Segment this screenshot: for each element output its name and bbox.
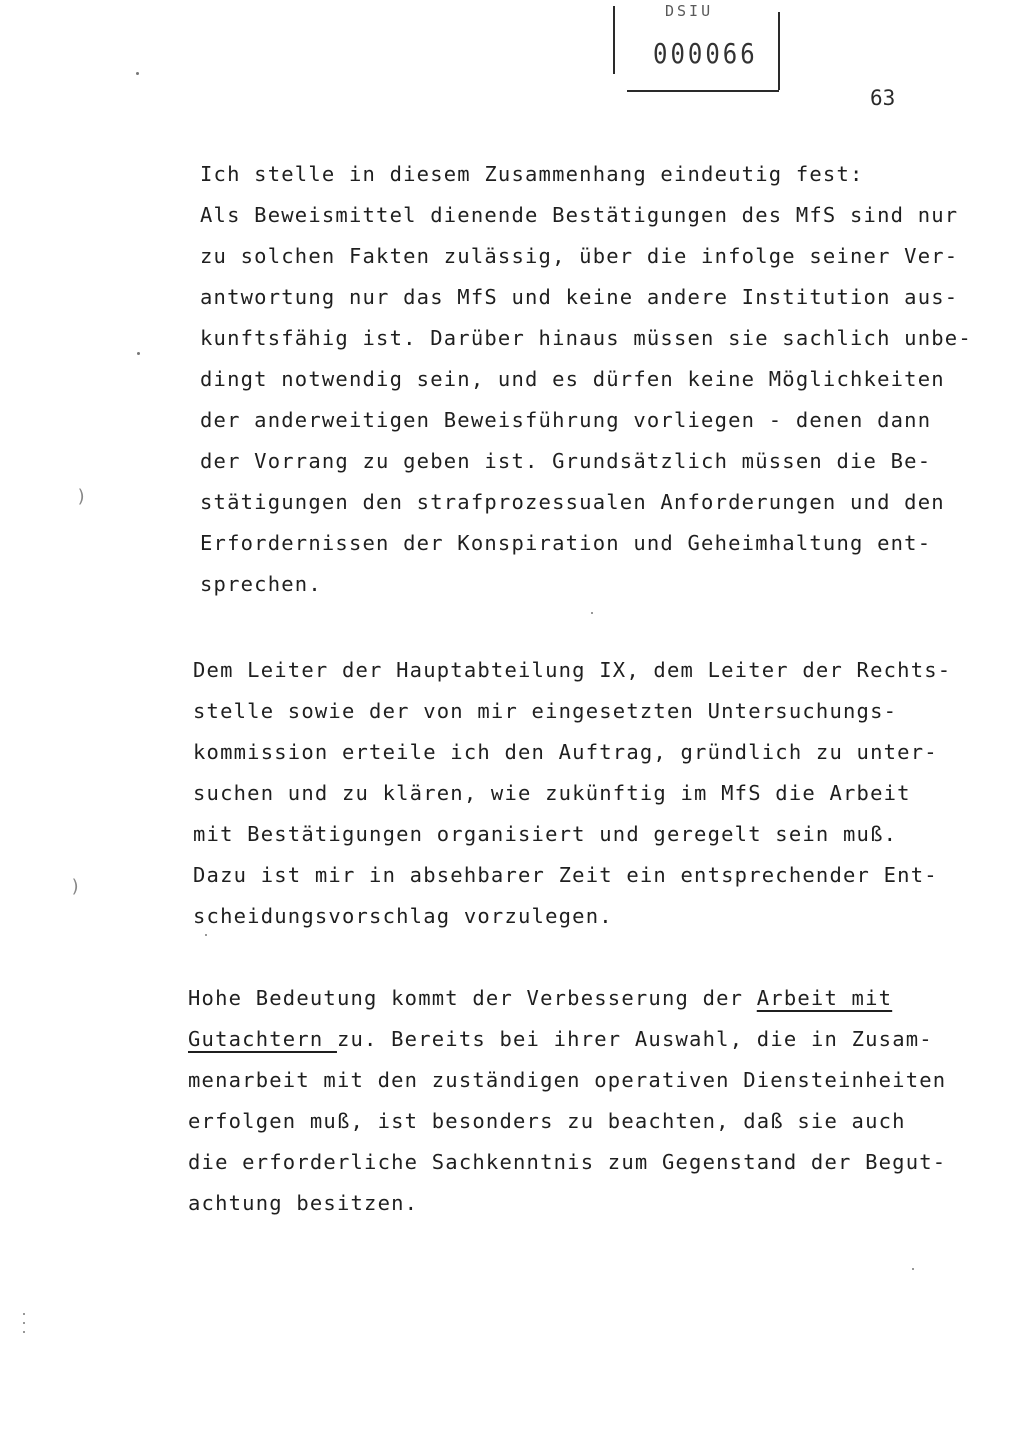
text-line: die erforderliche Sachkenntnis zum Gegenstand der Begut- [188, 1150, 947, 1174]
text-line: stätigungen den strafprozessualen Anforderungen und den [200, 490, 945, 514]
text-line: antwortung nur das MfS und keine andere Institution aus- [200, 285, 959, 309]
text-line [188, 1019, 933, 1060]
underlined-phrase: Arbeit mit [756, 986, 893, 1010]
text-line: kunftsfähig ist. Darüber hinaus müssen sie sachlich unbe- [200, 326, 972, 350]
text-line: kommission erteile ich den Auftrag, gründlich zu unter- [193, 740, 938, 764]
text-line: dingt notwendig sein, und es dürfen keine Möglichkeiten [200, 367, 945, 391]
text-line: Erfordernissen der Konspiration und Geheimhaltung ent- [200, 531, 932, 555]
text-line: achtung besitzen. [188, 1191, 419, 1215]
text-line: Dem Leiter der Hauptabteilung IX, dem Leiter der Rechts- [193, 658, 952, 682]
stamp-left-rule [613, 6, 615, 74]
text-line: erfolgen muß, ist besonders zu beachten, daß sie auch [188, 1109, 906, 1133]
text-line: stelle sowie der von mir eingesetzten Untersuchungs- [193, 699, 898, 723]
archive-stamp [613, 2, 779, 86]
scan-speck [137, 352, 140, 355]
text-line: suchen und zu klären, wie zukünftig im MfS die Arbeit [193, 781, 911, 805]
paragraph-2 [193, 650, 952, 937]
paragraph-1 [200, 154, 972, 605]
stamp-bottom-rule [627, 90, 779, 92]
text-line: zu solchen Fakten zulässig, über die infolge seiner Ver- [200, 244, 959, 268]
margin-mark: ) [76, 486, 87, 507]
scan-speck [591, 612, 593, 614]
text-line: Ich stelle in diesem Zusammenhang eindeutig fest: [200, 162, 864, 186]
text-segment: Hohe Bedeutung kommt der Verbesserung der [188, 986, 757, 1010]
scan-speck [23, 1322, 25, 1324]
scan-speck [205, 934, 207, 936]
stamp-code: DSIU [665, 2, 714, 20]
scan-speck [23, 1331, 25, 1333]
text-line [188, 978, 918, 1019]
text-line: sprechen. [200, 572, 322, 596]
stamp-right-rule [778, 12, 780, 90]
text-line: Als Beweismittel dienende Bestätigungen des MfS sind nur [200, 203, 959, 227]
underlined-phrase: Gutachtern [188, 1027, 337, 1051]
scan-speck [912, 1268, 914, 1270]
page-number: 63 [870, 86, 896, 110]
margin-mark: ) [70, 876, 81, 897]
scan-speck [23, 1313, 25, 1315]
text-line: Dazu ist mir in absehbarer Zeit ein entsprechender Ent- [193, 863, 938, 887]
stamp-number: 000066 [653, 37, 758, 71]
text-line: scheidungsvorschlag vorzulegen. [193, 904, 613, 928]
text-line: mit Bestätigungen organisiert und geregelt sein muß. [193, 822, 898, 846]
text-line: der Vorrang zu geben ist. Grundsätzlich müssen die Be- [200, 449, 932, 473]
text-line: menarbeit mit den zuständigen operativen Diensteinheiten [188, 1068, 947, 1092]
text-segment: zu. Bereits bei ihrer Auswahl, die in Zusam- [336, 1027, 933, 1051]
paragraph-3 [188, 978, 947, 1224]
scan-speck [136, 72, 139, 75]
text-line: der anderweitigen Beweisführung vorliegen - denen dann [200, 408, 932, 432]
